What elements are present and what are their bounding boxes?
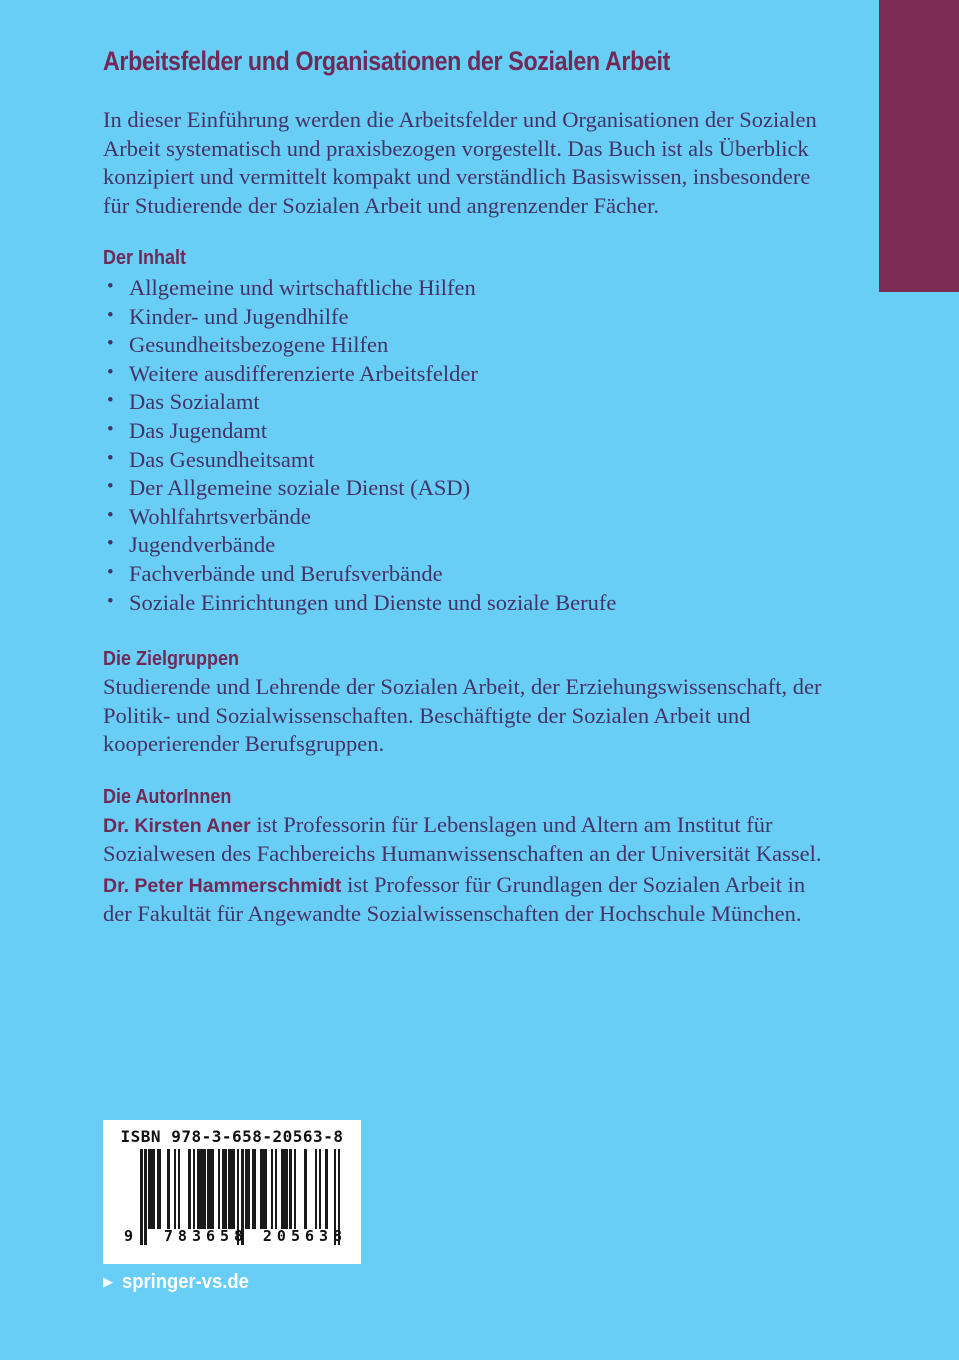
barcode-bar <box>254 1149 257 1229</box>
contents-item: • Das Jugendamt <box>103 417 833 446</box>
audience-heading: Die Zielgruppen <box>103 648 240 671</box>
contents-heading: Der Inhalt <box>103 247 187 269</box>
barcode-bar <box>174 1149 177 1229</box>
contents-item: • Wohlfahrtsverbände <box>103 503 833 532</box>
barcode-bar <box>294 1149 297 1229</box>
contents-item: • Allgemeine und wirtschaftliche Hilfen <box>103 274 833 303</box>
publisher-footer <box>103 1270 833 1294</box>
barcode-digits-left-group: 783658 <box>163 1226 249 1245</box>
barcode-bar <box>315 1149 318 1229</box>
barcode-digits-right-group: 205638 <box>262 1226 348 1245</box>
contents-item: • Weitere ausdifferenzierte Arbeitsfelder <box>103 360 833 389</box>
barcode-bar <box>224 1149 227 1229</box>
isbn-label: ISBN 978-3-658-20563-8 <box>120 1126 344 1146</box>
barcode-bar <box>233 1149 236 1229</box>
contents-section <box>103 246 833 617</box>
barcode-bar <box>203 1149 206 1229</box>
authors-heading: Die AutorInnen <box>103 785 232 808</box>
author-name: Dr. Peter Hammerschmidt <box>103 874 342 897</box>
authors-section <box>103 785 833 929</box>
book-title: Arbeitsfelder und Organisationen der Sozialen Arbeit <box>103 46 671 76</box>
author-text: ist Professorin für Lebenslagen und Altern am Institut für Sozialwesen des Fachbereichs Humanwissenschaften an der Universität Kassel. <box>103 811 822 867</box>
contents-item: • Der Allgemeine soziale Dienst (ASD) <box>103 474 833 503</box>
barcode-bar <box>140 1149 143 1245</box>
barcode-bar <box>264 1149 267 1229</box>
ean13-barcode <box>124 1149 348 1249</box>
barcode-bar <box>144 1149 147 1245</box>
contents-item: • Fachverbände und Berufsverbände <box>103 560 833 589</box>
barcode-bar <box>275 1149 278 1229</box>
author-entry <box>103 811 833 869</box>
barcode-bar <box>178 1149 181 1229</box>
contents-item: • Jugendverbände <box>103 531 833 560</box>
barcode-bar <box>212 1149 215 1229</box>
isbn-barcode-block <box>103 1120 361 1264</box>
arrow-right-icon: ▶ <box>103 1273 113 1289</box>
contents-list <box>103 274 833 617</box>
author-text: ist Professor für Grundlagen der Sozialen Arbeit in der Fakultät für Angewandte Sozialwissenschaften der Hochschule München. <box>103 871 806 927</box>
barcode-bar <box>319 1149 322 1229</box>
barcode-bar <box>271 1149 274 1229</box>
contents-item: • Gesundheitsbezogene Hilfen <box>103 331 833 360</box>
barcode-bar <box>285 1149 288 1229</box>
contents-item: • Das Gesundheitsamt <box>103 446 833 475</box>
author-name: Dr. Kirsten Aner <box>103 814 251 837</box>
barcode-bar <box>159 1149 162 1229</box>
barcode-digit-lead: 9 <box>124 1226 134 1245</box>
barcode-bar <box>247 1149 250 1229</box>
barcode-bar <box>167 1149 170 1229</box>
barcode-bar <box>289 1149 292 1229</box>
authors-list <box>103 811 833 929</box>
contents-item: • Das Sozialamt <box>103 388 833 417</box>
audience-section <box>103 647 833 759</box>
contents-item: • Soziale Einrichtungen und Dienste und soziale Berufe <box>103 589 833 618</box>
barcode-bar <box>304 1149 307 1229</box>
barcode-bar <box>188 1149 191 1229</box>
barcode-bar <box>218 1149 221 1229</box>
publisher-site-label: springer-vs.de <box>122 1270 249 1293</box>
book-description: In dieser Einführung werden die Arbeitsfelder und Organisationen der Sozialen Arbeit systematisch und praxisbezogen vorgestellt. Das Buch ist als Überblick konzipiert und vermittelt kompakt und verständlich Basiswissen, insbesondere für Studierende der Sozialen Arbeit und angrenzender Fächer. <box>103 107 817 218</box>
barcode-bar <box>193 1149 196 1229</box>
audience-text: Studierende und Lehrende der Sozialen Arbeit, der Erziehungswissenschaft, der Politik- und Sozialwissenschaften. Beschäftigte der Sozialen Arbeit und kooperierender Berufsgruppen. <box>103 674 822 757</box>
barcode-bar <box>325 1149 328 1229</box>
barcode-bar <box>153 1149 156 1229</box>
author-entry <box>103 871 833 929</box>
contents-item: • Kinder- und Jugendhilfe <box>103 303 833 332</box>
